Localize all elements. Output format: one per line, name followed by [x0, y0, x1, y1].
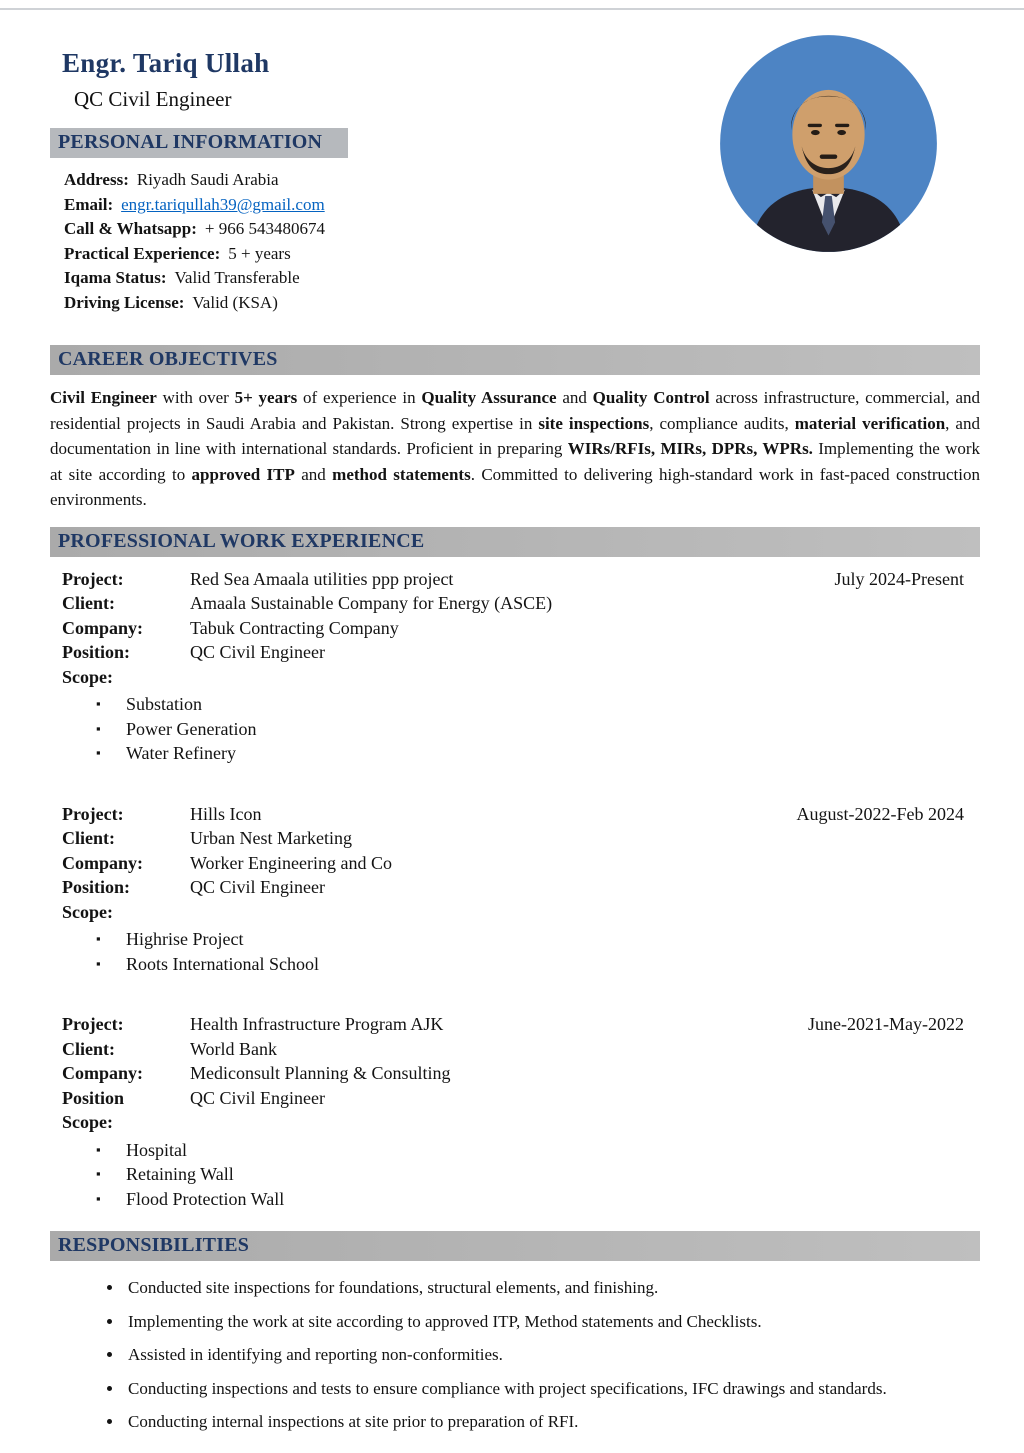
responsibility-item: • Conducting inspections and tests to ensure compliance with project specifications, IFC drawings and standards.	[124, 1376, 980, 1401]
personal-info-heading: PERSONAL INFORMATION	[50, 128, 348, 158]
job-list	[62, 567, 980, 1212]
job-row	[62, 1037, 980, 1062]
scope-item: ▪ Hospital	[96, 1138, 980, 1163]
field-value: Riyadh Saudi Arabia	[136, 170, 279, 189]
field-label: Practical Experience:	[64, 243, 221, 263]
job-field-value: Amaala Sustainable Company for Energy (ASCE)	[190, 593, 553, 613]
responsibilities-heading: RESPONSIBILITIES	[50, 1231, 980, 1261]
job-field-label: Position:	[62, 642, 131, 662]
responsibility-item: • Assisted in identifying and reporting non-conformities.	[124, 1342, 980, 1367]
job-scope-label: Scope:	[62, 666, 113, 687]
job-row	[62, 826, 980, 851]
job-row	[62, 567, 980, 592]
job-date-range: August-2022-Feb 2024	[796, 803, 964, 824]
job-row	[62, 616, 980, 641]
profile-photo	[719, 34, 938, 253]
job-scope-list	[96, 927, 980, 976]
job-row	[62, 802, 980, 827]
job-field-value: QC Civil Engineer	[190, 877, 325, 897]
job-scope-label: Scope:	[62, 1112, 113, 1132]
job-field-label: Position	[62, 1087, 125, 1108]
job-field-value: QC Civil Engineer	[190, 1087, 325, 1108]
scope-item: ▪ Roots International School	[96, 952, 980, 977]
responsibility-item: • Implementing the work at site according to approved ITP, Method statements and Checklists.	[124, 1309, 980, 1334]
personal-field-iqama	[64, 266, 980, 291]
field-label: Iqama Status:	[64, 268, 167, 287]
responsibility-item: • Conducting internal inspections at site prior to preparation of RFI.	[124, 1409, 980, 1434]
job-2	[62, 802, 980, 977]
job-field-label: Company:	[62, 1063, 144, 1083]
job-field-label: Project:	[62, 803, 124, 824]
job-row	[62, 1061, 980, 1086]
person-name: Engr. Tariq Ullah	[62, 48, 270, 78]
job-field-label: Position:	[62, 877, 131, 897]
job-field-value: Mediconsult Planning & Consulting	[190, 1063, 451, 1083]
job-row	[62, 1012, 980, 1037]
field-label: Email:	[64, 194, 114, 214]
job-field-label: Client:	[62, 828, 115, 848]
profile-photo-image	[719, 34, 938, 253]
field-label: Call & Whatsapp:	[64, 219, 197, 238]
job-field-label: Project:	[62, 1014, 124, 1034]
field-value: Valid Transferable	[174, 268, 300, 287]
field-value: Valid (KSA)	[192, 292, 278, 312]
job-row	[62, 900, 980, 925]
scope-item: ▪ Substation	[96, 692, 980, 717]
job-field-label: Project:	[62, 568, 124, 589]
job-field-value: Hills Icon	[190, 803, 262, 824]
job-field-label: Client:	[62, 1038, 115, 1059]
job-row	[62, 1086, 980, 1111]
job-row	[62, 1110, 980, 1135]
scope-item: ▪ Water Refinery	[96, 741, 980, 766]
job-field-value: World Bank	[190, 1038, 278, 1059]
responsibilities-list	[124, 1275, 980, 1434]
job-field-value: QC Civil Engineer	[190, 642, 325, 662]
job-field-label: Company:	[62, 617, 144, 638]
scope-item: ▪ Flood Protection Wall	[96, 1187, 980, 1212]
job-field-label: Client:	[62, 593, 115, 613]
job-field-value: Worker Engineering and Co	[190, 852, 392, 873]
job-date-range: July 2024-Present	[834, 568, 964, 589]
job-scope-label: Scope:	[62, 901, 113, 922]
email-link[interactable]: engr.tariqullah39@gmail.com	[121, 194, 325, 214]
job-row	[62, 640, 980, 665]
job-3	[62, 1012, 980, 1211]
job-field-value: Tabuk Contracting Company	[190, 617, 399, 638]
job-scope-list	[96, 1138, 980, 1212]
job-row	[62, 875, 980, 900]
responsibility-item: • Conducted site inspections for foundations, structural elements, and finishing.	[124, 1275, 980, 1300]
work-experience-heading: PROFESSIONAL WORK EXPERIENCE	[50, 527, 980, 557]
personal-field-license	[64, 291, 980, 316]
job-row	[62, 591, 980, 616]
scope-item: ▪ Retaining Wall	[96, 1162, 980, 1187]
scope-item: ▪ Highrise Project	[96, 927, 980, 952]
job-row	[62, 851, 980, 876]
job-scope-list	[96, 692, 980, 766]
field-value: 5 + years	[228, 243, 291, 263]
job-1	[62, 567, 980, 766]
job-field-value: Health Infrastructure Program AJK	[190, 1014, 444, 1034]
scope-item: ▪ Power Generation	[96, 717, 980, 742]
job-field-value: Urban Nest Marketing	[190, 828, 352, 848]
career-objectives-text: Civil Engineer with over 5+ years of experience in Quality Assurance and Quality Control across infrastructure, commercial, and residential projects in Saudi Arabia and Pakistan. Strong expertise in site inspections, compliance audits, material verification, and documentation in line with international standards. Proficient in preparing WIRs/RFIs, MIRs, DPRs, WPRs. Implementing the work at site according to approved ITP and method statements. Committed to delivering high-standard work in fast-paced construction environments.	[50, 388, 981, 509]
career-objectives-heading: CAREER OBJECTIVES	[50, 345, 980, 375]
job-field-value: Red Sea Amaala utilities ppp project	[190, 568, 454, 589]
job-field-label: Company:	[62, 852, 144, 873]
job-date-range: June-2021-May-2022	[808, 1014, 964, 1034]
job-row	[62, 665, 980, 690]
field-value: + 966 543480674	[204, 219, 325, 238]
person-title: QC Civil Engineer	[74, 87, 232, 111]
field-label: Driving License:	[64, 292, 185, 312]
field-label: Address:	[64, 170, 129, 189]
